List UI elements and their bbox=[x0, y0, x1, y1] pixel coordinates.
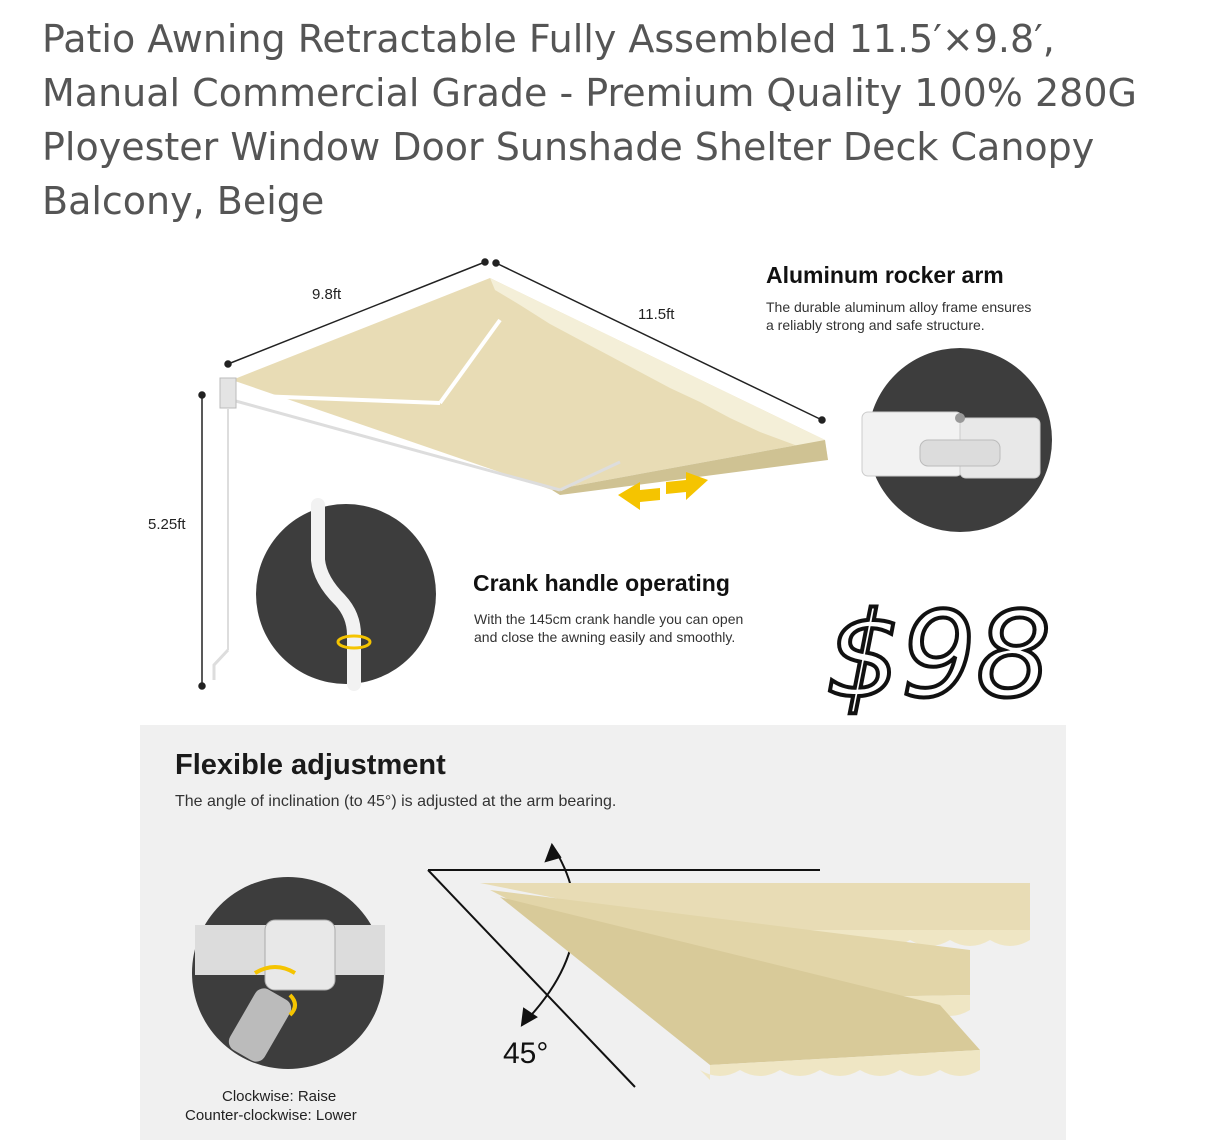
rocker-arm-desc-2: a reliably strong and safe structure. bbox=[766, 317, 985, 333]
rocker-arm-desc-1: The durable aluminum alloy frame ensures bbox=[766, 299, 1032, 315]
crank-handle-desc-1: With the 145cm crank handle you can open bbox=[474, 611, 744, 627]
width-dimension-label: 9.8ft bbox=[312, 286, 342, 303]
price-overlay: $98 bbox=[826, 586, 1052, 724]
rocker-arm-detail bbox=[862, 348, 1052, 532]
arm-bearing-detail bbox=[192, 877, 385, 1069]
product-title: Patio Awning Retractable Fully Assembled 11.5′×9.8′, Manual Commercial Grade - Premium Quality 100% 280G Ployester Window Door Sunshade Shelter Deck Canopy Balcony, Beige bbox=[42, 17, 1137, 223]
adjustment-desc: The angle of inclination (to 45°) is adjusted at the arm bearing. bbox=[175, 793, 617, 810]
crank-handle-desc-2: and close the awning easily and smoothly. bbox=[474, 629, 736, 645]
flexible-adjustment-panel bbox=[140, 725, 1066, 1140]
price-overlay-graphic bbox=[826, 586, 1051, 724]
awning-positions bbox=[480, 883, 1030, 1080]
rocker-arm-heading: Aluminum rocker arm bbox=[766, 262, 1004, 288]
height-dimension-label: 5.25ft bbox=[148, 516, 186, 533]
crank-handle-heading: Crank handle operating bbox=[473, 570, 730, 596]
length-dimension-label: 11.5ft bbox=[638, 306, 675, 323]
crank-handle-detail bbox=[256, 504, 436, 684]
adjustment-illustration bbox=[140, 725, 1066, 1140]
angle-label: 45° bbox=[503, 1037, 549, 1070]
rotation-caption-raise: Clockwise: Raise bbox=[222, 1088, 337, 1105]
rotation-caption-lower: Counter-clockwise: Lower bbox=[185, 1107, 357, 1124]
adjustment-heading: Flexible adjustment bbox=[175, 749, 446, 781]
